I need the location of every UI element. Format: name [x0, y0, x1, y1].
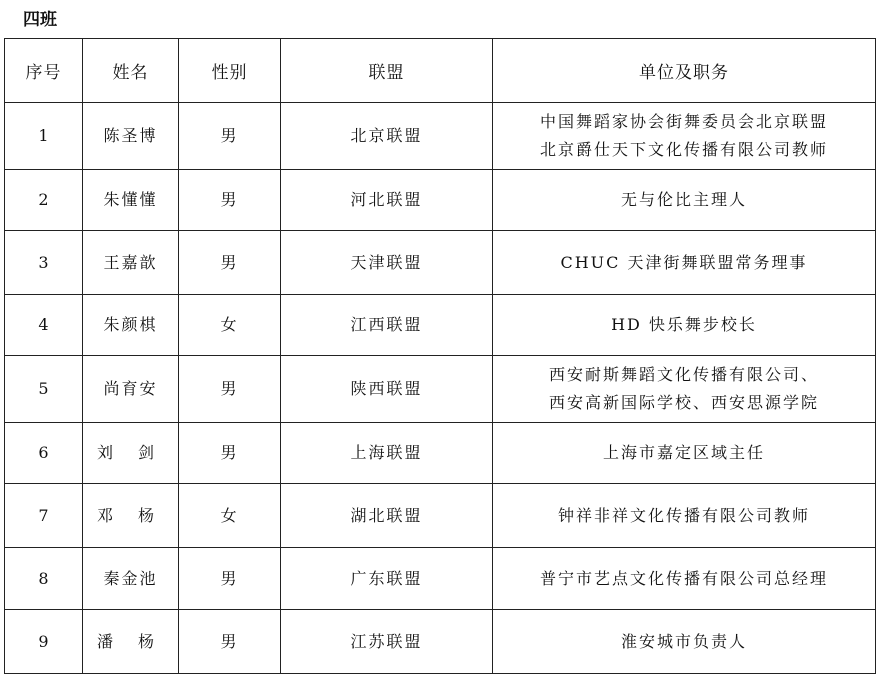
cell-name: 朱颜棋 — [83, 295, 179, 356]
table-row — [5, 484, 876, 548]
position-line: 西安耐斯舞蹈文化传播有限公司、 — [548, 365, 819, 384]
cell-name: 秦金池 — [83, 548, 179, 610]
cell-serial: 2 — [5, 170, 83, 231]
cell-name: 王嘉歆 — [83, 231, 179, 295]
cell-serial: 4 — [5, 295, 83, 356]
cell-position — [493, 548, 876, 610]
cell-serial: 6 — [5, 423, 83, 484]
cell-serial: 9 — [5, 610, 83, 674]
cell-gender: 女 — [179, 295, 281, 356]
cell-league: 广东联盟 — [281, 548, 493, 610]
cell-name: 朱懂懂 — [83, 170, 179, 231]
cell-gender: 男 — [179, 356, 281, 423]
table-row — [5, 170, 876, 231]
table-row — [5, 610, 876, 674]
header-gender: 性别 — [179, 39, 281, 103]
cell-league: 江西联盟 — [281, 295, 493, 356]
cell-serial: 3 — [5, 231, 83, 295]
cell-league: 河北联盟 — [281, 170, 493, 231]
table-row — [5, 103, 876, 170]
cell-serial: 5 — [5, 356, 83, 423]
cell-gender: 男 — [179, 103, 281, 170]
cell-gender: 男 — [179, 231, 281, 295]
table-row — [5, 423, 876, 484]
header-row — [5, 39, 876, 103]
position-line: 淮安城市负责人 — [620, 631, 747, 651]
position-line: 钟祥非祥文化传播有限公司教师 — [557, 505, 810, 525]
cell-league: 江苏联盟 — [281, 610, 493, 674]
cell-gender: 男 — [179, 423, 281, 484]
cell-name: 潘 杨 — [83, 610, 179, 674]
cell-position — [493, 423, 876, 484]
cell-league: 陕西联盟 — [281, 356, 493, 423]
position-line: CHUC 天津街舞联盟常务理事 — [560, 252, 808, 272]
roster-body — [5, 103, 876, 674]
position-line: 西安高新国际学校、西安思源学院 — [548, 393, 819, 412]
cell-league: 北京联盟 — [281, 103, 493, 170]
position-line: HD 快乐舞步校长 — [611, 315, 757, 334]
position-line: 中国舞蹈家协会街舞委员会北京联盟 — [539, 112, 828, 131]
position-line: 普宁市艺点文化传播有限公司总经理 — [539, 568, 828, 588]
position-line: 上海市嘉定区域主任 — [602, 443, 765, 462]
cell-position — [493, 484, 876, 548]
table-row — [5, 548, 876, 610]
cell-position — [493, 356, 876, 423]
cell-gender: 男 — [179, 610, 281, 674]
cell-position — [493, 231, 876, 295]
table-row — [5, 295, 876, 356]
header-serial: 序号 — [5, 39, 83, 103]
cell-gender: 男 — [179, 548, 281, 610]
cell-name: 刘 剑 — [83, 423, 179, 484]
cell-position — [493, 295, 876, 356]
position-line: 北京爵仕天下文化传播有限公司教师 — [539, 140, 828, 159]
header-name: 姓名 — [83, 39, 179, 103]
header-position: 单位及职务 — [493, 39, 876, 103]
table-row — [5, 356, 876, 423]
position-line: 无与伦比主理人 — [620, 190, 747, 209]
header-league: 联盟 — [281, 39, 493, 103]
cell-serial: 8 — [5, 548, 83, 610]
cell-name: 尚育安 — [83, 356, 179, 423]
cell-position — [493, 170, 876, 231]
cell-name: 陈圣博 — [83, 103, 179, 170]
cell-league: 湖北联盟 — [281, 484, 493, 548]
cell-gender: 女 — [179, 484, 281, 548]
cell-name: 邓 杨 — [83, 484, 179, 548]
cell-serial: 7 — [5, 484, 83, 548]
cell-position — [493, 610, 876, 674]
cell-gender: 男 — [179, 170, 281, 231]
table-row — [5, 231, 876, 295]
cell-serial: 1 — [5, 103, 83, 170]
roster-table — [4, 38, 876, 674]
cell-position — [493, 103, 876, 170]
cell-league: 上海联盟 — [281, 423, 493, 484]
class-title: 四班 — [23, 10, 57, 30]
cell-league: 天津联盟 — [281, 231, 493, 295]
